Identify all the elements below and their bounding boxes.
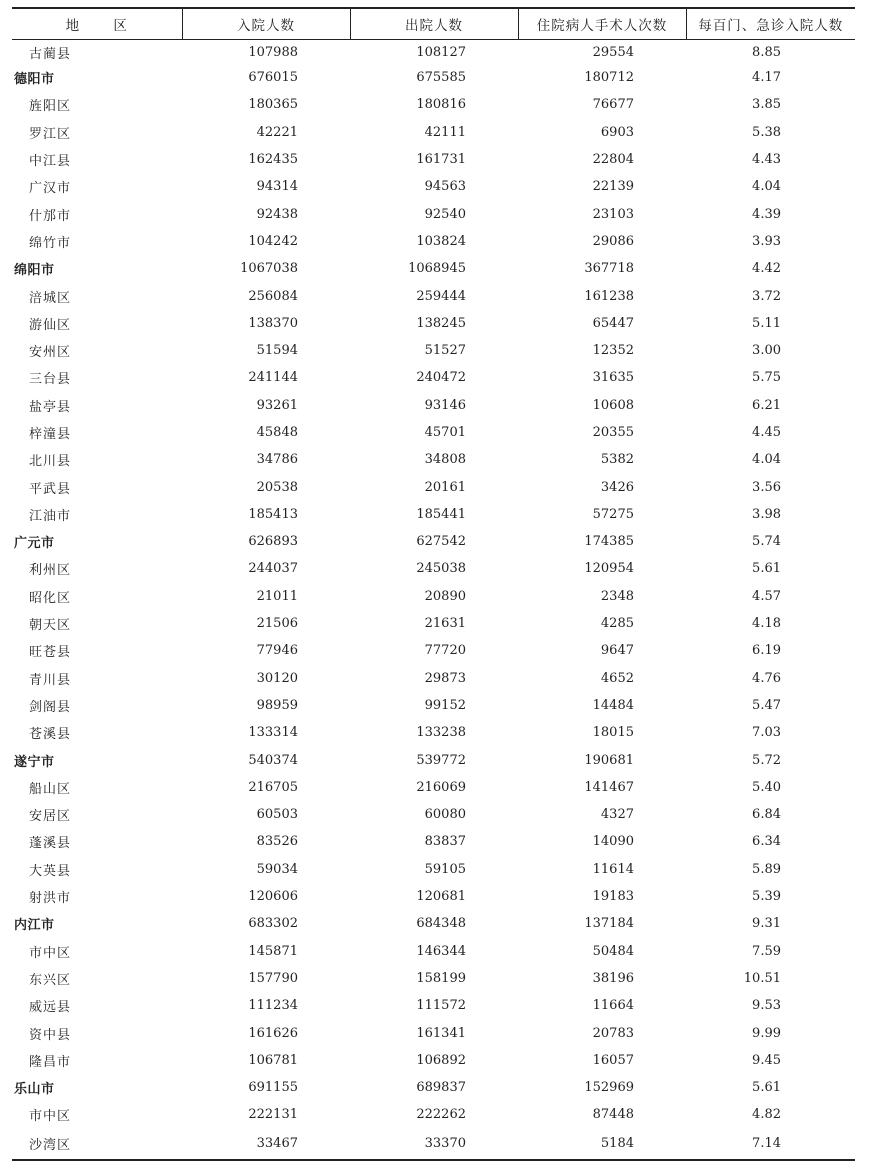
- region-cell: 射洪市: [29, 891, 72, 907]
- surgeries-cell: 152969: [584, 1080, 634, 1096]
- surgeries-cell: 367718: [584, 261, 634, 277]
- region-cell: 绵竹市: [29, 235, 72, 251]
- county-row: [12, 119, 855, 146]
- county-row: [12, 1019, 855, 1046]
- county-row: [12, 446, 855, 473]
- per-hundred-cell: 5.38: [752, 124, 781, 140]
- header-discharges: 出院人数: [350, 8, 518, 40]
- region-cell: 沙湾区: [12, 1129, 182, 1160]
- region-cell: 三台县: [29, 372, 72, 388]
- discharges-cell: 111572: [416, 998, 466, 1014]
- admissions-cell: 145871: [248, 943, 298, 959]
- county-row: [12, 692, 855, 719]
- per-hundred-cell: 4.42: [752, 261, 781, 277]
- county-row: [12, 992, 855, 1019]
- admissions-cell: 691155: [248, 1080, 298, 1096]
- admissions-cell: 244037: [248, 561, 298, 577]
- surgeries-cell: 190681: [584, 752, 634, 768]
- per-hundred-cell: 6.34: [752, 834, 781, 850]
- header-per-hundred: 每百门、急诊入院人数: [686, 8, 855, 40]
- admissions-cell: 20538: [256, 479, 298, 495]
- discharges-cell: 627542: [416, 534, 466, 550]
- per-hundred-cell: 9.45: [752, 1052, 781, 1068]
- admissions-cell: 626893: [248, 534, 298, 550]
- per-hundred-cell: 3.93: [752, 233, 781, 249]
- admissions-cell: 161626: [248, 1025, 298, 1041]
- surgeries-cell: 65447: [592, 315, 634, 331]
- surgeries-cell: 4285: [600, 616, 634, 632]
- admissions-cell: 21506: [256, 616, 298, 632]
- city-row: [12, 746, 855, 773]
- county-row: [12, 392, 855, 419]
- admissions-cell: 30120: [256, 670, 298, 686]
- city-row: [12, 255, 855, 282]
- table-body: [12, 40, 855, 1160]
- discharges-cell: 689837: [416, 1080, 466, 1096]
- discharges-cell: 29873: [424, 670, 466, 686]
- region-cell: 盐亭县: [29, 399, 72, 415]
- region-cell: 游仙区: [29, 317, 72, 333]
- region-cell: 江油市: [29, 508, 72, 524]
- county-row: [12, 1047, 855, 1074]
- region-cell: 平武县: [29, 481, 72, 497]
- per-hundred-cell: 5.40: [752, 779, 781, 795]
- surgeries-cell: 5382: [600, 452, 634, 468]
- discharges-cell: 103824: [416, 233, 466, 249]
- surgeries-cell: 16057: [592, 1052, 634, 1068]
- discharges-cell: 222262: [416, 1107, 466, 1123]
- discharges-cell: 161731: [416, 152, 466, 168]
- county-row: [12, 637, 855, 664]
- region-cell: 绵阳市: [14, 263, 55, 279]
- admissions-cell: 98959: [256, 697, 298, 713]
- header-surgeries: 住院病人手术人次数: [518, 8, 686, 40]
- per-hundred-cell: 4.43: [752, 152, 781, 168]
- county-row: [12, 146, 855, 173]
- per-hundred-cell: 7.03: [752, 725, 781, 741]
- per-hundred-cell: 4.18: [752, 616, 781, 632]
- surgeries-cell: 19183: [592, 889, 634, 905]
- county-row: [12, 965, 855, 992]
- admissions-cell: 111234: [248, 998, 298, 1014]
- admissions-cell: 34786: [256, 452, 298, 468]
- county-row: [12, 200, 855, 227]
- per-hundred-cell: 5.74: [752, 534, 781, 550]
- per-hundred-cell: 9.31: [752, 916, 781, 932]
- surgeries-cell: 22804: [592, 152, 634, 168]
- city-row: [12, 1074, 855, 1101]
- county-row: [12, 501, 855, 528]
- county-row: [12, 801, 855, 828]
- surgeries-cell: 20783: [592, 1025, 634, 1041]
- surgeries-cell: 4327: [600, 807, 634, 823]
- county-row: [12, 473, 855, 500]
- admissions-cell: 77946: [256, 643, 298, 659]
- admissions-cell: 45848: [256, 425, 298, 440]
- surgeries-cell: 11614: [592, 861, 634, 877]
- per-hundred-cell: 3.85: [752, 97, 781, 113]
- surgeries-cell: 4652: [600, 670, 634, 686]
- region-cell: 市中区: [29, 1109, 72, 1125]
- county-row: [12, 555, 855, 582]
- discharges-cell: 240472: [416, 370, 466, 386]
- surgeries-cell: 161238: [584, 288, 634, 304]
- surgeries-cell: 141467: [584, 779, 634, 795]
- region-cell: 威远县: [29, 1000, 72, 1016]
- region-cell: 苍溪县: [29, 727, 72, 743]
- county-row: [12, 310, 855, 337]
- region-cell: 青川县: [29, 672, 72, 688]
- admissions-cell: 180365: [248, 97, 298, 113]
- region-cell: 遂宁市: [14, 754, 55, 770]
- region-cell: 资中县: [29, 1027, 72, 1043]
- surgeries-cell: 23103: [592, 206, 634, 222]
- discharges-cell: 42111: [424, 124, 466, 140]
- region-cell: 涪城区: [29, 290, 72, 306]
- surgeries-cell: 31635: [592, 370, 634, 386]
- admissions-cell: 1067038: [240, 261, 298, 277]
- per-hundred-cell: 4.04: [752, 452, 781, 468]
- admissions-cell: 120606: [248, 889, 298, 905]
- admissions-cell: 92438: [256, 206, 298, 222]
- admissions-cell: 157790: [248, 970, 298, 986]
- region-cell: 古蔺县: [29, 46, 72, 62]
- per-hundred-cell: 5.11: [752, 315, 781, 331]
- admissions-cell: 59034: [256, 861, 298, 877]
- surgeries-cell: 14484: [592, 697, 634, 713]
- per-hundred-cell: 4.04: [752, 179, 781, 195]
- county-row: [12, 938, 855, 965]
- discharges-cell: 99152: [424, 697, 466, 713]
- discharges-cell: 120681: [416, 889, 466, 905]
- admissions-cell: 222131: [248, 1107, 298, 1123]
- admissions-cell: 185413: [248, 506, 298, 522]
- admissions-cell: 60503: [256, 807, 298, 823]
- discharges-cell: 60080: [424, 807, 466, 823]
- surgeries-cell: 50484: [592, 943, 634, 959]
- discharges-cell: 45701: [424, 425, 466, 440]
- surgeries-cell: 76677: [592, 97, 634, 113]
- county-row: [12, 1129, 855, 1160]
- region-cell: 德阳市: [14, 72, 55, 88]
- county-row: [12, 419, 855, 446]
- region-cell: 蓬溪县: [29, 836, 72, 852]
- per-hundred-cell: 5.89: [752, 861, 781, 877]
- per-hundred-cell: 3.56: [752, 479, 781, 495]
- admissions-cell: 106781: [248, 1052, 298, 1068]
- county-row: [12, 719, 855, 746]
- region-cell: 旺苍县: [29, 645, 72, 661]
- discharges-cell: 20890: [424, 588, 466, 604]
- region-cell: 广汉市: [29, 181, 72, 197]
- surgeries-cell: 87448: [592, 1107, 634, 1123]
- surgeries-cell: 12352: [592, 343, 634, 359]
- county-row: [12, 828, 855, 855]
- per-hundred-cell: 3.00: [752, 343, 781, 359]
- county-row: [12, 883, 855, 910]
- county-row: [12, 364, 855, 391]
- surgeries-cell: 5184: [518, 1129, 686, 1160]
- admissions-cell: 241144: [248, 370, 298, 386]
- region-cell: 朝天区: [29, 618, 72, 634]
- admissions-cell: 138370: [248, 315, 298, 331]
- per-hundred-cell: 5.39: [752, 889, 781, 905]
- surgeries-cell: 120954: [584, 561, 634, 577]
- admissions-cell: 107988: [248, 44, 298, 60]
- discharges-cell: 161341: [416, 1025, 466, 1041]
- discharges-cell: 185441: [416, 506, 466, 522]
- per-hundred-cell: 7.59: [752, 943, 781, 959]
- region-cell: 市中区: [29, 945, 72, 961]
- admissions-cell: 683302: [248, 916, 298, 932]
- city-row: [12, 910, 855, 937]
- surgeries-cell: 14090: [592, 834, 634, 850]
- admissions-cell: 83526: [256, 834, 298, 850]
- per-hundred-cell: 9.99: [752, 1025, 781, 1041]
- per-hundred-cell: 5.47: [752, 697, 781, 713]
- per-hundred-cell: 6.21: [752, 397, 781, 413]
- region-cell: 北川县: [29, 454, 72, 470]
- region-cell: 安居区: [29, 809, 72, 825]
- region-cell: 东兴区: [29, 972, 72, 988]
- header-region: 地 区: [12, 8, 182, 40]
- surgeries-cell: 3426: [600, 479, 634, 495]
- discharges-cell: 21631: [424, 616, 466, 632]
- region-cell: 船山区: [29, 781, 72, 797]
- region-cell: 大英县: [29, 863, 72, 879]
- surgeries-cell: 11664: [592, 998, 634, 1014]
- per-hundred-cell: 5.72: [752, 752, 781, 768]
- surgeries-cell: 9647: [600, 643, 634, 659]
- admissions-cell: 133314: [248, 725, 298, 741]
- region-cell: 乐山市: [14, 1082, 55, 1098]
- discharges-cell: 83837: [424, 834, 466, 850]
- per-hundred-cell: 7.14: [686, 1129, 855, 1160]
- per-hundred-cell: 9.53: [752, 998, 781, 1014]
- region-cell: 罗江区: [29, 126, 72, 142]
- region-cell: 利州区: [29, 563, 72, 579]
- discharges-cell: 1068945: [408, 261, 466, 277]
- admissions-cell: 216705: [248, 779, 298, 795]
- per-hundred-cell: 5.61: [752, 561, 781, 577]
- discharges-cell: 59105: [424, 861, 466, 877]
- county-row: [12, 1101, 855, 1128]
- admissions-cell: 33467: [182, 1129, 350, 1160]
- county-row: [12, 337, 855, 364]
- per-hundred-cell: 3.72: [752, 288, 781, 304]
- admissions-cell: 540374: [248, 752, 298, 768]
- region-cell: 旌阳区: [29, 99, 72, 115]
- admissions-cell: 676015: [248, 70, 298, 86]
- header-admissions: 入院人数: [182, 8, 350, 40]
- admissions-cell: 256084: [248, 288, 298, 304]
- surgeries-cell: 29554: [592, 44, 634, 60]
- discharges-cell: 20161: [424, 479, 466, 495]
- county-row: [12, 91, 855, 118]
- surgeries-cell: 20355: [592, 425, 634, 440]
- discharges-cell: 33370: [350, 1129, 518, 1160]
- admissions-cell: 51594: [256, 343, 298, 359]
- discharges-cell: 259444: [416, 288, 466, 304]
- per-hundred-cell: 10.51: [743, 970, 781, 986]
- surgeries-cell: 180712: [584, 70, 634, 86]
- discharges-cell: 93146: [424, 397, 466, 413]
- region-cell: 内江市: [14, 918, 55, 934]
- county-row: [12, 40, 855, 65]
- surgeries-cell: 137184: [584, 916, 634, 932]
- discharges-cell: 94563: [424, 179, 466, 195]
- surgeries-cell: 2348: [600, 588, 634, 604]
- discharges-cell: 180816: [416, 97, 466, 113]
- per-hundred-cell: 8.85: [752, 44, 781, 60]
- per-hundred-cell: 6.19: [752, 643, 781, 659]
- discharges-cell: 675585: [416, 70, 466, 86]
- discharges-cell: 146344: [416, 943, 466, 959]
- region-cell: 昭化区: [29, 590, 72, 606]
- surgeries-cell: 10608: [592, 397, 634, 413]
- region-cell: 隆昌市: [29, 1054, 72, 1070]
- surgeries-cell: 57275: [592, 506, 634, 522]
- surgeries-cell: 174385: [584, 534, 634, 550]
- hospital-statistics-table: [12, 7, 855, 1161]
- discharges-cell: 77720: [424, 643, 466, 659]
- per-hundred-cell: 5.75: [752, 370, 781, 386]
- region-cell: 安州区: [29, 345, 72, 361]
- admissions-cell: 94314: [256, 179, 298, 195]
- county-row: [12, 665, 855, 692]
- county-row: [12, 282, 855, 309]
- county-row: [12, 774, 855, 801]
- discharges-cell: 108127: [416, 44, 466, 60]
- discharges-cell: 51527: [424, 343, 466, 359]
- header-row: [12, 8, 855, 40]
- surgeries-cell: 22139: [592, 179, 634, 195]
- county-row: [12, 856, 855, 883]
- county-row: [12, 228, 855, 255]
- region-cell: 广元市: [14, 536, 55, 552]
- surgeries-cell: 18015: [592, 725, 634, 741]
- discharges-cell: 34808: [424, 452, 466, 468]
- discharges-cell: 133238: [416, 725, 466, 741]
- table-header: [12, 8, 855, 40]
- discharges-cell: 684348: [416, 916, 466, 932]
- region-cell: 什邡市: [29, 208, 72, 224]
- discharges-cell: 92540: [424, 206, 466, 222]
- discharges-cell: 106892: [416, 1052, 466, 1068]
- surgeries-cell: 6903: [600, 124, 634, 140]
- region-cell: 中江县: [29, 154, 72, 170]
- per-hundred-cell: 6.84: [752, 807, 781, 823]
- county-row: [12, 173, 855, 200]
- per-hundred-cell: 4.76: [752, 670, 781, 686]
- discharges-cell: 539772: [416, 752, 466, 768]
- admissions-cell: 21011: [256, 588, 298, 604]
- county-row: [12, 583, 855, 610]
- per-hundred-cell: 4.45: [752, 425, 781, 440]
- city-row: [12, 528, 855, 555]
- discharges-cell: 138245: [416, 315, 466, 331]
- discharges-cell: 158199: [416, 970, 466, 986]
- surgeries-cell: 29086: [592, 233, 634, 249]
- region-cell: 梓潼县: [29, 427, 72, 442]
- county-row: [12, 610, 855, 637]
- per-hundred-cell: 4.57: [752, 588, 781, 604]
- discharges-cell: 216069: [416, 779, 466, 795]
- surgeries-cell: 38196: [592, 970, 634, 986]
- per-hundred-cell: 5.61: [752, 1080, 781, 1096]
- per-hundred-cell: 4.82: [752, 1107, 781, 1123]
- admissions-cell: 93261: [256, 397, 298, 413]
- city-row: [12, 64, 855, 91]
- region-cell: 剑阁县: [29, 699, 72, 715]
- admissions-cell: 104242: [248, 233, 298, 249]
- per-hundred-cell: 3.98: [752, 506, 781, 522]
- per-hundred-cell: 4.39: [752, 206, 781, 222]
- discharges-cell: 245038: [416, 561, 466, 577]
- admissions-cell: 42221: [256, 124, 298, 140]
- per-hundred-cell: 4.17: [752, 70, 781, 86]
- admissions-cell: 162435: [248, 152, 298, 168]
